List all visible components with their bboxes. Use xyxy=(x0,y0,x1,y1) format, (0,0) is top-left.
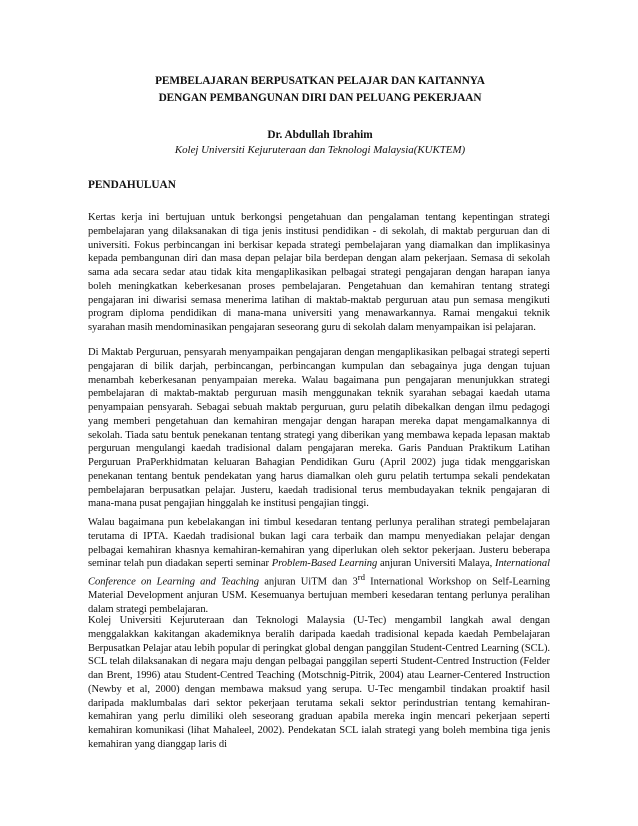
title-line-2: DENGAN PEMBANGUNAN DIRI DAN PELUANG PEKERJAAN xyxy=(158,92,482,104)
paragraph-2: Di Maktab Perguruan, pensyarah menyampaikan pengajaran dengan mengaplikasikan pelbagai strategi seperti pengajaran di bilik darjah, perbincangan, perbincangan kumpulan dan sebagainya juga dengan tujuan menambah keberkesanan penyampaian mereka. Walau bagaimana pun pengajaran menunjukkan strategi pembelajaran di maktab-maktab perguruan masih menggunakan teknik syarahan sebagai kaedah utama penyampaian pensyarah. Sebagai sebuah maktab perguruan, guru pelatih dibekalkan dengan ilmu pedagogi yang memberi pengetahuan dan kemahiran mengajar dengan harapan mereka dapat mengamalkannya di sekolah. Tiada satu bentuk penekanan tentang strategi yang diberikan yang membawa kepada lepasan maktab perguruan mengulangi kaedah tradisional dalam pengajaran mereka. Garis Panduan Praktikum Latihan Perguruan PraPerkhidmatan keluaran Bahagian Pendidikan Guru (April 2002) juga tidak menggariskan penekanan tentang bentuk pendekatan yang harus diamalkan oleh guru pelatih tertumpa sekali pendekatan pembelajaran berpusatkan pelajar. Justeru, kaedah tradisional terus membudayakan teknik pengajaran di mana-mana pusat pengajian hinggalah ke institusi pengajian tinggi. xyxy=(88,347,550,510)
paragraph-3-text-c: anjuran UiTM dan 3 xyxy=(258,576,358,588)
paragraph-4: Kolej Universiti Kejuruteraan dan Teknologi Malaysia (U-Tec) mengambil langkah awal dengan menggalakkan kakitangan akademiknya beralih daripada kaedah tradisional kepada kaedah Pembelajaran Berpusatkan Pelajar atau lebih popular di peringkat global dengan panggilan Student-Centred Learning (SCL). SCL telah dilaksanakan di negara maju dengan pelbagai panggilan seperti Student-Centred Instruction (Felder dan Brent, 1996) atau Student-Centred Teaching (Motschnig-Pitrik, 2004) atau Learner-Centered Instruction (Newby et al, 2000) dengan membawa maksud yang serupa. U-Tec mengambil tindakan proaktif hasil daripada maklumbalas dari sektor pekerjaan terutama sekali sektor perindustrian tentang kemahiran-kemahiran yang perlu dimiliki oleh seseorang graduan apabila mereka ingin mencari pekerjaan seperti kemahiran komunikasi (lihat Mahaleel, 2002). Pendekatan SCL ialah strategi yang boleh membina tiga jenis kemahiran yang dianggap laris di xyxy=(88,615,550,750)
paper-title xyxy=(90,73,550,107)
paragraph-3 xyxy=(88,516,550,617)
paragraph-3-emphasis-1: Problem-Based Learning xyxy=(271,558,378,570)
paragraph-3-text-a: Walau bagaimana pun kebelakangan ini timbul kesedaran tentang perlunya peralihan strategi pembelajaran terutama di IPTA. Kaedah tradisional bukan lagi cara terbaik dan mampu menyediakan pelajar dengan pelbagai kemahiran khasnya kemahiran-kemahiran yang diperlukan oleh sektor pekerjaan. Justeru beberapa seminar telah pun diadakan seperti seminar xyxy=(88,517,550,570)
section-heading: PENDAHULUAN xyxy=(88,179,176,191)
paragraph-3-text-d: International Workshop on Self-Learning Material Development anjuran USM. Kesemuanya bertujuan memberi kesedaran tentang perlunya peralihan dalam strategi pembelajaran. xyxy=(88,576,550,616)
paragraph-3-superscript: rd xyxy=(357,572,365,582)
author-affiliation: Kolej Universiti Kejuruteraan dan Teknologi Malaysia(KUKTEM) xyxy=(174,144,466,156)
paragraph-1: Kertas kerja ini bertujuan untuk berkongsi pengetahuan dan pengalaman tentang kepentingan strategi pembelajaran yang dilaksanakan di tiga jenis institusi pendidikan - di sekolah, di maktab perguruan dan di universiti. Fokus perbincangan ini berkisar kepada strategi pembelajaran yang diamalkan dan implikasinya kepada pembangunan diri dan masa depan pelajar bila berdepan dengan alam pekerjaan. Semasa di sekolah sama ada secara sedar atau tidak kita mengaplikasikan pelbagai strategi pengajaran dengan harapan ianya boleh meningkatkan keberkesanan proses pembelajaran. Pengetahuan dan kemahiran tentang strategi pengajaran ini diwarisi semasa menerima latihan di maktab-maktab perguruan atau pun semasa mengikuti program diploma pendidikan di mana-mana universiti yang menawarkannya. Ramai mengakui teknik syarahan masih mendominasikan pengajaran seseorang guru di sekolah dalam menyampaikan isi pelajaran. xyxy=(88,212,550,333)
author-name: Dr. Abdullah Ibrahim xyxy=(267,129,373,141)
title-line-1: PEMBELAJARAN BERPUSATKAN PELAJAR DAN KAITANNYA xyxy=(155,75,485,87)
paragraph-3-emphasis-2: International Conference on Learning and Teaching xyxy=(88,558,550,588)
paragraph-3-text-b: anjuran Universiti Malaya, xyxy=(377,558,495,570)
